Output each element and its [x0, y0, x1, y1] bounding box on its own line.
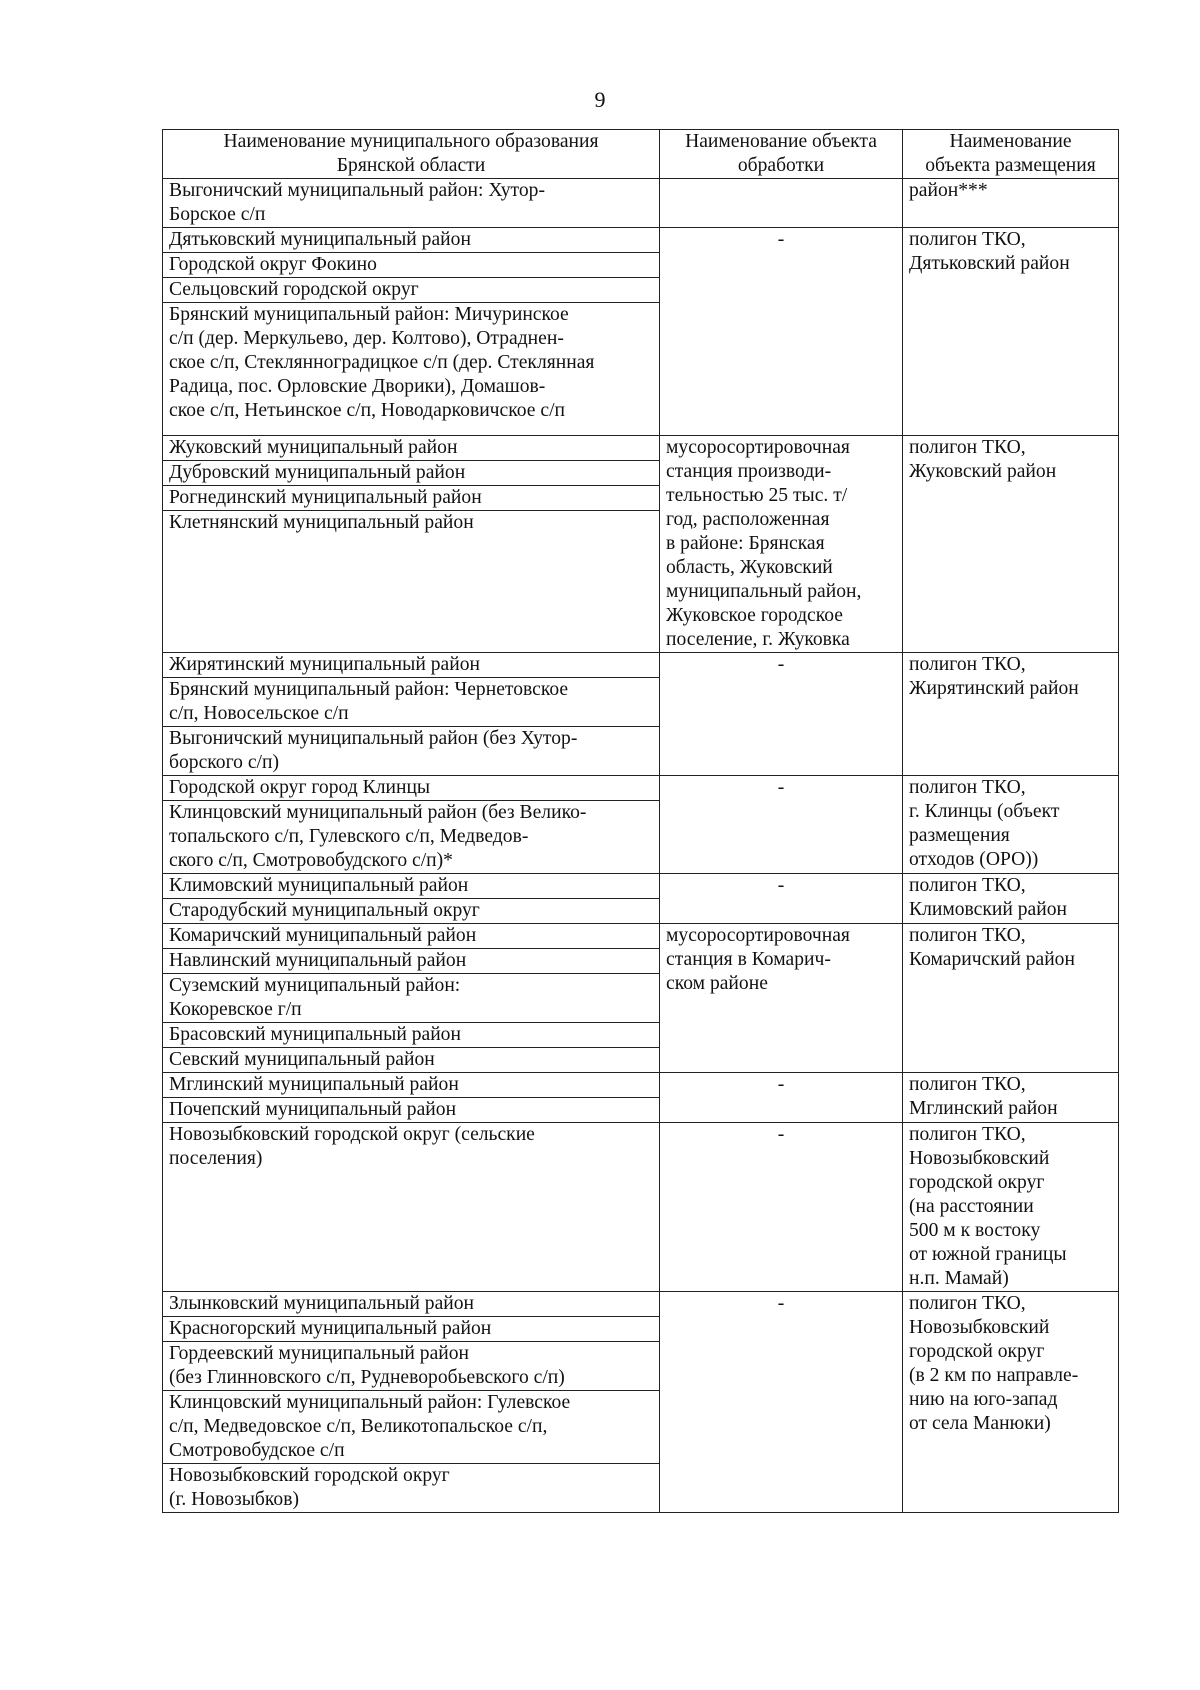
- placement-line: полигон ТКО,: [909, 229, 1026, 250]
- processing-cell: [660, 776, 903, 874]
- municipality-line: Выгоничский муниципальный район: Хутор-: [169, 180, 545, 201]
- placement-cell: [903, 436, 1119, 653]
- municipality-line: с/п (дер. Меркульево, дер. Колтово), Отраднен-: [169, 328, 564, 349]
- municipality-entry: [163, 800, 659, 873]
- placement-line: 500 м к востоку: [909, 1220, 1041, 1241]
- processing-cell: [660, 1123, 903, 1292]
- placement-line: Жуковский район: [909, 461, 1057, 482]
- processing-cell: [660, 228, 903, 436]
- processing-cell: [660, 653, 903, 776]
- header-line: Наименование объекта: [685, 131, 877, 152]
- placement-line: район***: [909, 180, 988, 201]
- placement-line: полигон ТКО,: [909, 437, 1026, 458]
- municipality-line: Новозыбковский городской округ (сельские: [169, 1124, 535, 1145]
- processing-line: ском районе: [666, 973, 768, 994]
- municipality-entry: [163, 776, 659, 800]
- group-row: [163, 653, 1119, 776]
- processing-line: -: [777, 229, 785, 250]
- placement-line: полигон ТКО,: [909, 925, 1026, 946]
- placement-cell: [903, 179, 1119, 228]
- municipality-line: (г. Новозыбков): [169, 1489, 299, 1510]
- processing-line: поселение, г. Жуковка: [666, 629, 850, 650]
- municipality-line: Комаричский муниципальный район: [169, 925, 477, 946]
- municipality-line: Новозыбковский городской округ: [169, 1465, 450, 1486]
- municipality-cell: [163, 874, 660, 924]
- placement-line: полигон ТКО,: [909, 777, 1026, 798]
- header-line: Наименование муниципального образования: [223, 131, 599, 152]
- placement-cell: [903, 228, 1119, 436]
- municipality-cell: [163, 228, 660, 436]
- placement-line: размещения: [909, 825, 1010, 846]
- group-row: [163, 436, 1119, 653]
- page-number: 9: [594, 87, 606, 112]
- placement-cell: [903, 874, 1119, 924]
- placement-line: Климовский район: [909, 899, 1068, 920]
- municipality-entry: [163, 510, 659, 535]
- municipality-cell: [163, 179, 660, 228]
- municipality-line: Клинцовский муниципальный район: Гулевское: [169, 1392, 571, 1413]
- municipality-entry: [163, 252, 659, 277]
- municipality-line: Климовский муниципальный район: [169, 875, 469, 896]
- header-line: обработки: [737, 155, 825, 176]
- municipality-line: Красногорский муниципальный район: [169, 1318, 492, 1339]
- placement-cell: [903, 776, 1119, 874]
- municipality-line: ское с/п, Нетьинское с/п, Новодарковичское с/п: [169, 400, 566, 421]
- municipality-line: Радица, пос. Орловские Дворики), Домашов-: [169, 376, 546, 397]
- municipality-line: Почепский муниципальный район: [169, 1099, 457, 1120]
- processing-line: муниципальный район,: [666, 581, 862, 602]
- processing-line: в районе: Брянская: [666, 533, 825, 554]
- municipality-line: Городской округ город Клинцы: [169, 777, 431, 798]
- municipality-line: Суземский муниципальный район:: [169, 975, 461, 996]
- municipality-line: (без Глинновского с/п, Рудневоробьевского с/п): [169, 1367, 565, 1388]
- municipality-entry: [163, 1316, 659, 1341]
- municipality-line: Мглинский муниципальный район: [169, 1074, 459, 1095]
- header-row: [163, 130, 1119, 179]
- municipality-cell: [163, 1073, 660, 1123]
- municipality-entry: [163, 898, 659, 923]
- placement-line: полигон ТКО,: [909, 875, 1026, 896]
- municipality-line: Дубровский муниципальный район: [169, 462, 466, 483]
- processing-line: -: [777, 1074, 785, 1095]
- municipality-line: с/п, Новосельское с/п: [169, 703, 349, 724]
- municipality-entry: [163, 677, 659, 726]
- placement-line: полигон ТКО,: [909, 1293, 1026, 1314]
- waste-facilities-table: [162, 129, 1119, 1513]
- municipality-line: Брянский муниципальный район: Чернетовское: [169, 679, 569, 700]
- group-row: [163, 776, 1119, 874]
- processing-line: -: [777, 875, 785, 896]
- processing-line: -: [777, 1293, 785, 1314]
- municipality-entry: [163, 1097, 659, 1122]
- placement-line: г. Клинцы (объект: [909, 801, 1060, 822]
- header-line: Брянской области: [336, 155, 486, 176]
- group-row: [163, 1292, 1119, 1513]
- group-row: [163, 1073, 1119, 1123]
- municipality-line: борского с/п): [169, 752, 279, 773]
- municipality-entry: [163, 726, 659, 775]
- placement-line: (на расстоянии: [909, 1196, 1034, 1217]
- municipality-line: Смотровобудское с/п: [169, 1440, 345, 1461]
- municipality-line: Городской округ Фокино: [169, 254, 377, 275]
- placement-line: полигон ТКО,: [909, 1074, 1026, 1095]
- processing-line: мусоросортировочная: [666, 925, 850, 946]
- placement-line: городской округ: [909, 1341, 1045, 1362]
- municipality-cell: [163, 653, 660, 776]
- municipality-line: Севский муниципальный район: [169, 1049, 435, 1070]
- municipality-line: Рогнединский муниципальный район: [169, 487, 482, 508]
- processing-line: -: [777, 654, 785, 675]
- processing-cell: [660, 1073, 903, 1123]
- municipality-line: Навлинский муниципальный район: [169, 950, 467, 971]
- municipality-line: Жирятинский муниципальный район: [169, 654, 480, 675]
- placement-line: от села Манюки): [909, 1413, 1051, 1434]
- municipality-entry: [163, 973, 659, 1022]
- municipality-entry: [163, 1341, 659, 1390]
- placement-line: Мглинский район: [909, 1098, 1058, 1119]
- placement-line: Новозыбковский: [909, 1148, 1050, 1169]
- municipality-line: Выгоничский муниципальный район (без Хутор-: [169, 728, 578, 749]
- header-line: Наименование: [949, 131, 1072, 152]
- placement-line: полигон ТКО,: [909, 654, 1026, 675]
- processing-line: тельностью 25 тыс. т/: [666, 485, 848, 506]
- municipality-entry: [163, 924, 659, 948]
- municipality-line: поселения): [169, 1148, 263, 1169]
- municipality-line: Гордеевский муниципальный район: [169, 1343, 470, 1364]
- municipality-cell: [163, 1123, 660, 1292]
- placement-line: Жирятинский район: [909, 678, 1079, 699]
- processing-line: станция производи-: [666, 461, 832, 482]
- municipality-entry: [163, 302, 659, 423]
- placement-line: городской округ: [909, 1172, 1045, 1193]
- placement-line: н.п. Мамай): [909, 1268, 1009, 1289]
- header-processing: [660, 130, 903, 179]
- header-municipality: [163, 130, 660, 179]
- placement-line: (в 2 км по направле-: [909, 1365, 1079, 1386]
- municipality-line: Клетнянский муниципальный район: [169, 512, 474, 533]
- processing-line: -: [777, 777, 785, 798]
- placement-cell: [903, 653, 1119, 776]
- placement-cell: [903, 1292, 1119, 1513]
- placement-cell: [903, 1123, 1119, 1292]
- processing-line: год, расположенная: [666, 509, 830, 530]
- municipality-line: топальского с/п, Гулевского с/п, Медведов-: [169, 826, 529, 847]
- processing-line: -: [777, 1124, 785, 1145]
- processing-line: Жуковское городское: [666, 605, 844, 626]
- placement-line: Новозыбковский: [909, 1317, 1050, 1338]
- municipality-entry: [163, 277, 659, 302]
- placement-line: отходов (ОРО)): [909, 849, 1039, 870]
- group-row: [163, 179, 1119, 228]
- municipality-entry: [163, 1463, 659, 1512]
- municipality-cell: [163, 924, 660, 1073]
- municipality-line: ского с/п, Смотровобудского с/п)*: [169, 850, 453, 871]
- header-line: объекта размещения: [925, 155, 1096, 176]
- municipality-entry: [163, 1292, 659, 1316]
- placement-line: от южной границы: [909, 1244, 1067, 1265]
- processing-cell: [660, 436, 903, 653]
- cell-spacer: [163, 423, 659, 435]
- municipality-cell: [163, 1292, 660, 1513]
- processing-cell: [660, 179, 903, 228]
- municipality-entry: [163, 436, 659, 460]
- municipality-line: Брянский муниципальный район: Мичуринское: [169, 304, 569, 325]
- municipality-entry: [163, 179, 659, 227]
- municipality-entry: [163, 460, 659, 485]
- municipality-line: Дятьковский муниципальный район: [169, 229, 471, 250]
- placement-line: нию на юго-запад: [909, 1389, 1058, 1410]
- group-row: [163, 228, 1119, 436]
- municipality-line: Борское с/п: [169, 204, 266, 225]
- placement-line: Комаричский район: [909, 949, 1075, 970]
- municipality-line: Кокоревское г/п: [169, 999, 302, 1020]
- group-row: [163, 924, 1119, 1073]
- processing-cell: [660, 1292, 903, 1513]
- processing-line: станция в Комарич-: [666, 949, 831, 970]
- municipality-line: Брасовский муниципальный район: [169, 1024, 461, 1045]
- placement-cell: [903, 1073, 1119, 1123]
- municipality-entry: [163, 1022, 659, 1047]
- municipality-entry: [163, 1073, 659, 1097]
- municipality-entry: [163, 653, 659, 677]
- municipality-entry: [163, 485, 659, 510]
- municipality-cell: [163, 776, 660, 874]
- municipality-cell: [163, 436, 660, 653]
- municipality-entry: [163, 874, 659, 898]
- municipality-entry: [163, 1047, 659, 1072]
- group-row: [163, 1123, 1119, 1292]
- municipality-line: Стародубский муниципальный округ: [169, 900, 480, 921]
- placement-cell: [903, 924, 1119, 1073]
- placement-line: полигон ТКО,: [909, 1124, 1026, 1145]
- processing-line: область, Жуковский: [666, 557, 833, 578]
- municipality-line: ское с/п, Стеклянноградицкое с/п (дер. Стеклянная: [169, 352, 595, 373]
- municipality-entry: [163, 948, 659, 973]
- header-placement: [903, 130, 1119, 179]
- municipality-entry: [163, 1390, 659, 1463]
- table-body: [163, 130, 1119, 1513]
- municipality-line: Сельцовский городской округ: [169, 279, 419, 300]
- municipality-line: Жуковский муниципальный район: [169, 437, 458, 458]
- processing-cell: [660, 874, 903, 924]
- municipality-entry: [163, 1123, 659, 1171]
- municipality-line: Злынковский муниципальный район: [169, 1293, 475, 1314]
- processing-line: мусоросортировочная: [666, 437, 850, 458]
- placement-line: Дятьковский район: [909, 253, 1070, 274]
- municipality-line: с/п, Медведовское с/п, Великотопальское с/п,: [169, 1416, 548, 1437]
- municipality-line: Клинцовский муниципальный район (без Велико-: [169, 802, 587, 823]
- municipality-entry: [163, 228, 659, 252]
- processing-cell: [660, 924, 903, 1073]
- group-row: [163, 874, 1119, 924]
